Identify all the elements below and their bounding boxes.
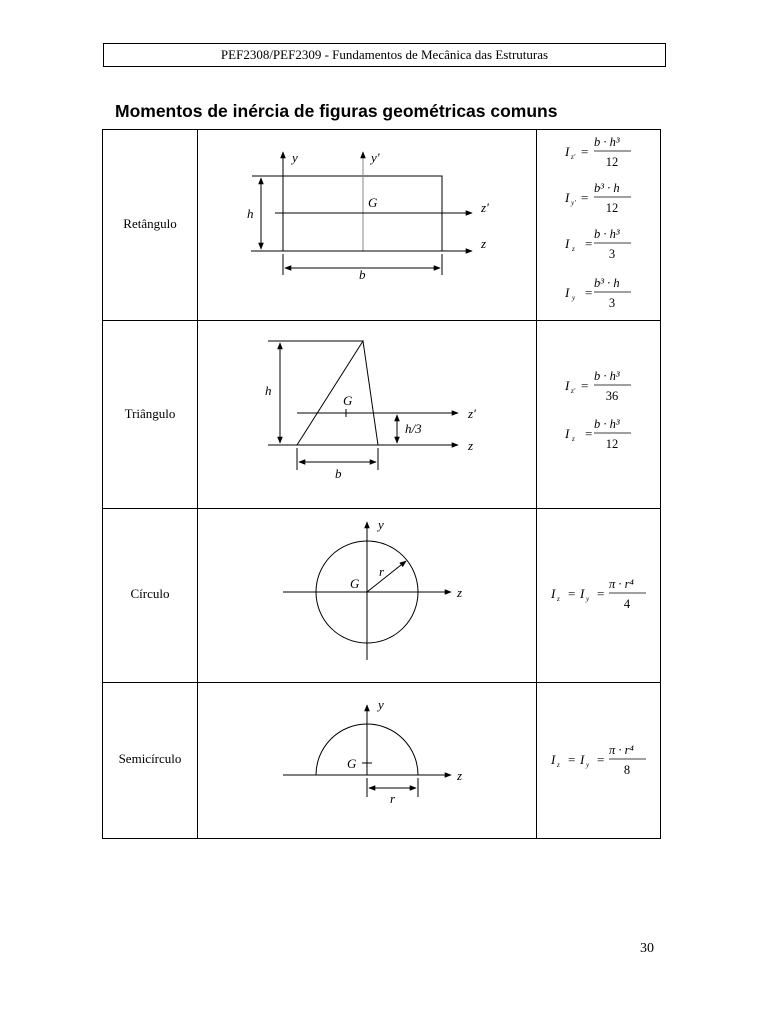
row-name-rectangle: Retângulo (123, 216, 177, 231)
svg-text:4: 4 (623, 597, 631, 611)
svg-text:b · h³: b · h³ (594, 227, 620, 241)
svg-text:z: z (572, 435, 575, 443)
svg-text:z: z (572, 245, 575, 253)
svg-text:y': y' (571, 199, 576, 207)
svg-text:=: = (585, 236, 593, 251)
label-z: z (457, 768, 463, 783)
formula-semicircle (550, 743, 646, 777)
label-r: r (379, 564, 385, 579)
svg-text:=: = (581, 144, 589, 159)
section-title: Momentos de inércia de figuras geométricas comuns (115, 101, 558, 121)
triangle-shape (297, 341, 378, 445)
label-G: G (350, 576, 360, 591)
svg-text:3: 3 (608, 296, 616, 310)
svg-text:I: I (551, 752, 556, 767)
svg-text:z': z' (571, 153, 576, 161)
svg-text:I: I (565, 236, 570, 251)
rectangle-diagram (251, 152, 472, 275)
svg-text:b³ · h: b³ · h (594, 181, 620, 195)
svg-text:I: I (551, 586, 556, 601)
svg-text:π · r⁴: π · r⁴ (609, 577, 634, 591)
svg-text:y: y (586, 761, 590, 769)
svg-text:=: = (581, 190, 589, 205)
svg-text:z: z (557, 761, 560, 769)
svg-text:12: 12 (605, 201, 619, 215)
svg-text:z': z' (571, 387, 576, 395)
svg-text:=: = (597, 752, 605, 767)
label-y-prime: y' (371, 150, 380, 165)
label-G: G (343, 393, 353, 408)
formula-rect-iy-prime (564, 181, 631, 215)
formula-rect-iy (564, 276, 631, 310)
svg-text:=: = (568, 586, 576, 601)
svg-text:z: z (557, 595, 560, 603)
svg-text:=: = (568, 752, 576, 767)
svg-text:12: 12 (605, 155, 619, 169)
svg-text:I: I (565, 378, 570, 393)
label-G: G (368, 195, 378, 210)
label-G: G (347, 756, 357, 771)
label-b: b (359, 267, 366, 282)
label-y: y (292, 150, 298, 165)
svg-text:8: 8 (623, 763, 631, 777)
formula-tri-iz-prime (564, 369, 631, 403)
table-grid (103, 130, 661, 839)
svg-text:12: 12 (605, 437, 619, 451)
label-z: z (468, 438, 474, 453)
svg-text:=: = (585, 426, 593, 441)
svg-text:I: I (580, 752, 585, 767)
label-r: r (390, 791, 396, 806)
svg-text:3: 3 (608, 247, 616, 261)
svg-text:b · h³: b · h³ (594, 135, 620, 149)
circle-diagram (283, 522, 451, 660)
svg-text:=: = (581, 378, 589, 393)
svg-text:I: I (565, 426, 570, 441)
svg-text:b · h³: b · h³ (594, 369, 620, 383)
page-number: 30 (640, 941, 654, 956)
semicircle-diagram (283, 705, 451, 797)
svg-text:b · h³: b · h³ (594, 417, 620, 431)
row-name-circle: Círculo (130, 586, 170, 601)
svg-text:I: I (580, 586, 585, 601)
svg-text:b³ · h: b³ · h (594, 276, 620, 290)
formula-rect-iz (564, 227, 631, 261)
label-z-prime: z' (468, 406, 476, 421)
svg-text:I: I (565, 144, 570, 159)
formula-tri-iz (564, 417, 631, 451)
row-name-semicircle: Semicírculo (118, 751, 182, 766)
label-h: h (247, 206, 254, 221)
svg-text:y: y (586, 595, 590, 603)
label-z: z (457, 585, 463, 600)
formula-rect-iz-prime (564, 135, 631, 169)
svg-text:I: I (565, 190, 570, 205)
label-b: b (335, 466, 342, 481)
svg-text:=: = (585, 285, 593, 300)
svg-text:y: y (572, 294, 576, 302)
svg-text:I: I (565, 285, 570, 300)
label-z-prime: z' (481, 200, 489, 215)
label-z: z (481, 236, 487, 251)
label-y: y (378, 517, 384, 532)
triangle-diagram (268, 341, 458, 470)
label-y: y (378, 697, 384, 712)
label-h: h (265, 383, 272, 398)
radius-arrow (367, 561, 406, 592)
svg-text:=: = (597, 586, 605, 601)
svg-text:36: 36 (605, 389, 619, 403)
formula-circle (550, 577, 646, 611)
svg-text:π · r⁴: π · r⁴ (609, 743, 634, 757)
course-header: PEF2308/PEF2309 - Fundamentos de Mecânica das Estruturas (220, 47, 549, 62)
row-name-triangle: Triângulo (124, 406, 176, 421)
label-h3: h/3 (405, 421, 422, 436)
